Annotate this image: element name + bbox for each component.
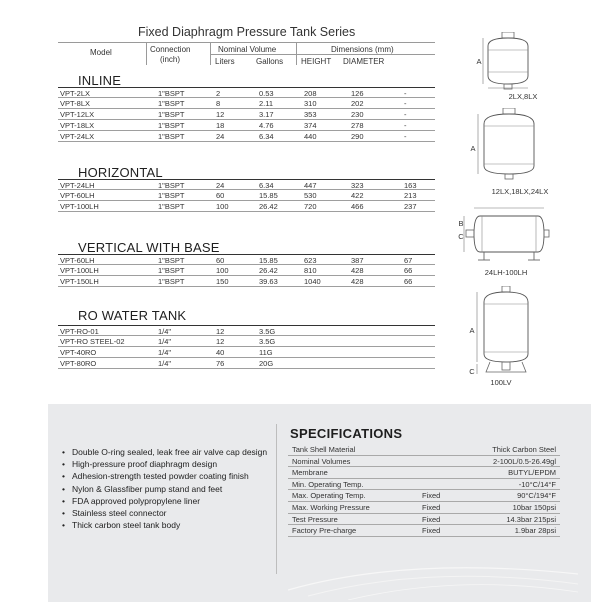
cell-gallons: 39.63 <box>259 277 278 286</box>
col-header-dimensions: Dimensions (mm) <box>331 45 394 54</box>
cell-model: VPT-18LX <box>60 121 95 130</box>
dimensions-subrule <box>297 54 435 55</box>
cell-extra: 213 <box>404 191 417 200</box>
section-heading-vertical-with-base: VERTICAL WITH BASE <box>78 240 220 255</box>
spec-row <box>288 456 560 468</box>
feature-text: Adhesion-strength tested powder coating finish <box>72 471 249 482</box>
col-header-connection: Connection <box>150 45 191 54</box>
cell-liters: 40 <box>216 348 225 357</box>
inline-large-tank-drawing <box>472 108 546 180</box>
table-row <box>58 131 435 142</box>
spec-row <box>288 514 560 526</box>
spec-name: Tank Shell Material <box>292 445 356 454</box>
table-row <box>58 87 435 98</box>
bullet-icon: • <box>62 483 65 494</box>
cell-height: 1040 <box>304 277 321 286</box>
cell-connection: 1"BSPT <box>158 181 185 190</box>
cell-height: 810 <box>304 266 317 275</box>
cell-liters: 8 <box>216 99 221 108</box>
cell-liters: 18 <box>216 121 225 130</box>
feature-text: FDA approved polypropylene liner <box>72 495 201 506</box>
cell-model: VPT-2LX <box>60 89 91 98</box>
dimension-label-c: C <box>469 367 475 376</box>
section-heading-inline: INLINE <box>78 73 122 88</box>
cell-extra: - <box>404 132 407 141</box>
spec-value: Thick Carbon Steel <box>492 445 556 454</box>
cell-height: 374 <box>304 121 317 130</box>
spec-value: BUTYL/EPDM <box>508 468 556 478</box>
spec-row <box>288 490 560 502</box>
cell-gallons: 3.5G <box>259 337 276 346</box>
table-row <box>58 109 435 120</box>
table-row <box>58 336 435 347</box>
cell-height: 530 <box>304 191 317 200</box>
cell-liters: 24 <box>216 181 225 190</box>
list-item <box>62 507 272 519</box>
cell-connection: 1"BSPT <box>158 110 185 119</box>
table-row <box>58 120 435 131</box>
dimension-label-a: A <box>469 326 475 335</box>
dimension-label-c: C <box>458 232 464 241</box>
cell-model: VPT-60LH <box>60 256 95 265</box>
feature-text: High-pressure proof diaphragm design <box>72 459 218 470</box>
cell-gallons: 20G <box>259 359 274 368</box>
cell-gallons: 15.85 <box>259 256 278 265</box>
cell-gallons: 26.42 <box>259 266 278 275</box>
cell-connection: 1"BSPT <box>158 277 185 286</box>
header-divider <box>296 42 297 65</box>
feature-text: Double O-ring sealed, leak free air valve cap design <box>72 447 268 457</box>
diagram-caption-inline-small: 2LX,8LX <box>508 92 538 101</box>
cell-liters: 12 <box>216 337 225 346</box>
cell-liters: 100 <box>216 266 229 275</box>
cell-model: VPT-100LH <box>60 266 99 275</box>
cell-gallons: 2.11 <box>259 99 274 108</box>
header-top-rule <box>58 42 435 43</box>
spec-row <box>288 502 560 514</box>
bullet-icon: • <box>62 459 65 470</box>
panel-divider <box>276 424 277 574</box>
cell-diameter: 323 <box>351 181 364 190</box>
cell-extra: - <box>404 89 407 98</box>
col-header-model: Model <box>90 48 112 57</box>
spec-note: Fixed <box>422 514 441 524</box>
vertical-tank-with-base-drawing <box>472 286 540 378</box>
cell-diameter: 428 <box>351 266 364 275</box>
header-divider <box>210 42 211 65</box>
volume-subrule <box>210 54 296 55</box>
spec-name: Nominal Volumes <box>292 456 351 466</box>
cell-gallons: 3.5G <box>259 327 276 336</box>
col-header-height: HEIGHT <box>301 57 332 66</box>
table-row <box>58 325 435 336</box>
table-row <box>58 98 435 109</box>
cell-model: VPT-24LH <box>60 181 95 190</box>
decorative-swoosh <box>288 560 578 600</box>
feature-text: Nylon & Glassfiber pump stand and feet <box>72 483 223 494</box>
cell-extra: 237 <box>404 202 417 211</box>
cell-diameter: 202 <box>351 99 364 108</box>
cell-connection: 1/4" <box>158 348 172 357</box>
col-header-connection-unit: (inch) <box>160 55 181 64</box>
cell-gallons: 26.42 <box>259 202 278 211</box>
cell-liters: 12 <box>216 327 225 336</box>
document-title: Fixed Diaphragm Pressure Tank Series <box>138 25 356 39</box>
col-header-diameter: DIAMETER <box>343 57 385 66</box>
cell-liters: 150 <box>216 277 229 286</box>
cell-diameter: 428 <box>351 277 364 286</box>
cell-extra: - <box>404 99 407 108</box>
cell-liters: 24 <box>216 132 225 141</box>
spec-name: Max. Operating Temp. <box>292 491 366 501</box>
cell-connection: 1"BSPT <box>158 191 185 200</box>
cell-height: 623 <box>304 256 317 265</box>
spec-value: 1.9bar 28psi <box>514 526 556 536</box>
table-row <box>58 358 435 369</box>
cell-connection: 1/4" <box>158 337 172 346</box>
specifications-title: SPECIFICATIONS <box>290 426 403 441</box>
specifications-table <box>288 444 560 537</box>
cell-gallons: 3.17 <box>259 110 274 119</box>
spec-value: 90°C/194°F <box>517 491 556 501</box>
cell-liters: 60 <box>216 256 225 265</box>
spec-row <box>288 525 560 537</box>
cell-model: VPT-24LX <box>60 132 95 141</box>
col-header-liters: Liters <box>215 57 235 66</box>
list-item <box>62 495 272 507</box>
cell-extra: 67 <box>404 256 413 265</box>
bullet-icon: • <box>62 520 65 531</box>
cell-model: VPT-150LH <box>60 277 99 286</box>
feature-text: Thick carbon steel tank body <box>72 520 181 531</box>
list-item <box>62 519 272 531</box>
spec-note: Fixed <box>422 491 441 501</box>
cell-height: 440 <box>304 132 317 141</box>
list-item <box>62 446 272 458</box>
cell-connection: 1"BSPT <box>158 121 185 130</box>
cell-height: 447 <box>304 181 317 190</box>
list-item <box>62 483 272 495</box>
spec-name: Membrane <box>292 468 328 478</box>
bullet-icon: • <box>62 508 65 519</box>
cell-model: VPT-80RO <box>60 359 97 368</box>
cell-connection: 1/4" <box>158 327 172 336</box>
cell-connection: 1/4" <box>158 359 172 368</box>
dimension-label-b: B <box>458 219 464 228</box>
cell-connection: 1"BSPT <box>158 266 185 275</box>
cell-extra: - <box>404 121 407 130</box>
cell-connection: 1"BSPT <box>158 132 185 141</box>
table-row <box>58 190 435 201</box>
section-heading-ro-water-tank: RO WATER TANK <box>78 308 187 323</box>
spec-name: Factory Pre-charge <box>292 526 357 536</box>
table-row <box>58 201 435 212</box>
cell-liters: 2 <box>216 89 221 98</box>
table-row <box>58 179 435 190</box>
spec-name: Max. Working Pressure <box>292 502 370 512</box>
cell-model: VPT-RO STEEL-02 <box>60 337 125 346</box>
spec-value: 2-100L/0.5-26.49gl <box>493 456 556 466</box>
cell-liters: 12 <box>216 110 225 119</box>
col-header-gallons: Gallons <box>256 57 284 66</box>
cell-extra: 66 <box>404 266 413 275</box>
bullet-icon: • <box>62 471 65 482</box>
cell-model: VPT-40RO <box>60 348 97 357</box>
dimension-label-a: A <box>476 57 482 66</box>
feature-list <box>62 446 272 531</box>
spec-value: 10bar 150psi <box>512 502 556 512</box>
spec-name: Test Pressure <box>292 514 338 524</box>
cell-extra: 66 <box>404 277 413 286</box>
cell-height: 720 <box>304 202 317 211</box>
table-row <box>58 347 435 358</box>
dimension-label-a: A <box>470 144 476 153</box>
cell-connection: 1"BSPT <box>158 99 185 108</box>
col-header-nominal-volume: Nominal Volume <box>218 45 277 54</box>
horizontal-tank-drawing <box>462 204 552 266</box>
cell-liters: 76 <box>216 359 225 368</box>
cell-diameter: 422 <box>351 191 364 200</box>
cell-gallons: 15.85 <box>259 191 278 200</box>
cell-gallons: 6.34 <box>259 181 274 190</box>
cell-height: 353 <box>304 110 317 119</box>
cell-connection: 1"BSPT <box>158 89 185 98</box>
table-horizontal <box>58 179 435 212</box>
cell-extra: - <box>404 110 407 119</box>
cell-height: 208 <box>304 89 317 98</box>
spec-value: 14.3bar 215psi <box>506 514 556 524</box>
cell-model: VPT-RO-01 <box>60 327 99 336</box>
spec-note: Fixed <box>422 526 441 536</box>
spec-name: Min. Operating Temp. <box>292 479 364 489</box>
cell-model: VPT-100LH <box>60 202 99 211</box>
cell-liters: 100 <box>216 202 229 211</box>
cell-diameter: 126 <box>351 89 364 98</box>
cell-diameter: 278 <box>351 121 364 130</box>
cell-gallons: 6.34 <box>259 132 274 141</box>
cell-model: VPT-12LX <box>60 110 95 119</box>
cell-gallons: 11G <box>259 348 273 357</box>
cell-liters: 60 <box>216 191 225 200</box>
cell-diameter: 387 <box>351 256 364 265</box>
table-row <box>58 265 435 276</box>
cell-gallons: 0.53 <box>259 89 274 98</box>
cell-height: 310 <box>304 99 317 108</box>
table-row <box>58 254 435 265</box>
inline-small-tank-drawing <box>478 32 538 90</box>
table-row <box>58 276 435 287</box>
section-heading-horizontal: HORIZONTAL <box>78 165 163 180</box>
table-vertical-with-base <box>58 254 435 287</box>
cell-model: VPT-60LH <box>60 191 95 200</box>
list-item <box>62 470 272 482</box>
cell-connection: 1"BSPT <box>158 256 185 265</box>
cell-gallons: 4.76 <box>259 121 274 130</box>
cell-diameter: 466 <box>351 202 364 211</box>
spec-row <box>288 467 560 479</box>
cell-extra: 163 <box>404 181 417 190</box>
cell-diameter: 230 <box>351 110 364 119</box>
diagram-caption-inline-large: 12LX,18LX,24LX <box>491 187 549 196</box>
bullet-icon: • <box>62 447 65 457</box>
diagram-caption-vertical: 100LV <box>490 378 512 387</box>
cell-model: VPT-8LX <box>60 99 91 108</box>
spec-row <box>288 444 560 456</box>
spec-row <box>288 479 560 491</box>
cell-diameter: 290 <box>351 132 364 141</box>
bullet-icon: • <box>62 495 65 506</box>
spec-note: Fixed <box>422 502 441 512</box>
feature-text: Stainless steel connector <box>72 508 167 519</box>
list-item <box>62 458 272 470</box>
table-inline <box>58 87 435 142</box>
table-ro-water-tank <box>58 325 435 369</box>
cell-connection: 1"BSPT <box>158 202 185 211</box>
header-divider <box>146 42 147 65</box>
spec-value: -10°C/14°F <box>518 479 556 489</box>
diagram-caption-horizontal: 24LH-100LH <box>484 268 528 277</box>
